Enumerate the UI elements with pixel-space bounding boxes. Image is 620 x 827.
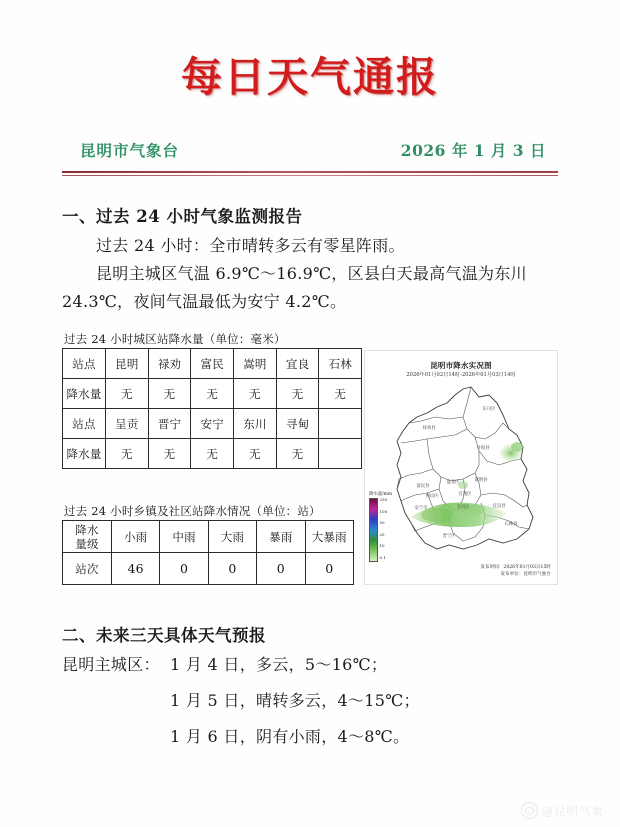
station-cell: 安宁	[191, 409, 234, 439]
station-cell: 禄劝	[148, 349, 191, 379]
report-date: 2026 年 1 月 3 日	[400, 141, 546, 160]
legend-color-bar	[369, 498, 378, 562]
weibo-logo-icon	[521, 802, 538, 819]
precip-value-cell: 无	[191, 439, 234, 469]
map-credit	[480, 564, 551, 578]
precip-value-cell: 无	[148, 379, 191, 409]
station-cell: 石林	[319, 349, 362, 379]
county-label: 东川区	[482, 407, 496, 412]
station-cell: 寻甸	[276, 409, 319, 439]
station-cell: 昆明	[106, 349, 149, 379]
county-label: 官渡区	[458, 492, 472, 497]
weibo-watermark	[521, 802, 605, 819]
section1-paragraph-1: 过去 24 小时：全市晴转多云有零星阵雨。	[96, 236, 405, 255]
precip-value-cell: 无	[191, 379, 234, 409]
table-row	[63, 379, 362, 409]
table-row	[63, 349, 362, 379]
legend-tick: 10	[379, 543, 385, 549]
station-cell-empty	[319, 409, 362, 439]
township-precipitation-level-table	[62, 520, 354, 585]
level-cell: 大暴雨	[305, 521, 353, 553]
table-row	[63, 553, 354, 585]
count-cell: 0	[208, 553, 256, 585]
divider-line-top	[62, 171, 558, 173]
legend-tick: 250	[379, 497, 388, 502]
header-meta	[80, 139, 546, 161]
map-credit-unit: 发布单位：昆明市气象台	[500, 572, 551, 577]
station-cell: 富民	[191, 349, 234, 379]
county-label: 晋宁区	[442, 534, 456, 539]
county-label: 富民县	[416, 484, 430, 489]
forecast-lead-label: 昆明主城区：	[62, 655, 160, 674]
count-cell: 46	[112, 553, 160, 585]
legend-tick-labels	[380, 498, 388, 560]
legend-title: 降水量/mm	[369, 492, 392, 497]
divider-line-bottom	[62, 175, 558, 176]
level-cell: 小雨	[112, 521, 160, 553]
table-row	[63, 439, 362, 469]
row-label-station: 站点	[63, 349, 106, 379]
table2-caption: 过去 24 小时乡镇及社区站降水情况（单位：站）	[64, 504, 321, 518]
map-legend	[369, 491, 399, 562]
count-cell: 0	[257, 553, 305, 585]
county-label: 石林县	[504, 522, 518, 527]
section1-paragraph-2: 昆明主城区气温 6.9℃～16.9℃，区县白天最高气温为东川	[96, 264, 527, 283]
header-divider	[62, 171, 558, 176]
county-label: 寻甸县	[476, 446, 490, 451]
county-label: 宜良县	[492, 504, 506, 509]
county-label: 西山区	[425, 494, 439, 499]
station-cell: 东川	[234, 409, 277, 439]
precip-value-cell: 无	[234, 439, 277, 469]
precip-value-cell: 无	[319, 379, 362, 409]
station-cell: 嵩明	[234, 349, 277, 379]
station-cell: 呈贡	[106, 409, 149, 439]
precip-value-cell: 无	[106, 379, 149, 409]
county-label: 禄劝县	[422, 426, 436, 431]
precipitation-map-figure	[364, 350, 558, 585]
table1-caption: 过去 24 小时城区站降水量（单位：毫米）	[64, 332, 286, 346]
level-cell: 中雨	[160, 521, 208, 553]
precip-value-cell: 无	[106, 439, 149, 469]
forecast-line-day3: 1 月 6 日，阴有小雨，4～8℃。	[170, 727, 410, 746]
county-label: 呈贡区	[456, 505, 470, 510]
watermark-handle: @昆明气象	[541, 803, 604, 818]
city-station-precipitation-table	[62, 348, 362, 469]
county-label: 嵩明县	[474, 478, 488, 483]
legend-tick: 50	[379, 520, 385, 526]
map-subtitle: 2026年01月02日14时-2026年01月03日14时	[406, 372, 516, 378]
map-title: 昆明市降水实况图	[430, 361, 492, 370]
precip-value-cell-empty	[319, 439, 362, 469]
level-cell: 暴雨	[257, 521, 305, 553]
county-label: 安宁市	[414, 506, 428, 511]
row-label-precipitation: 降水量	[63, 379, 106, 409]
legend-tick: 25	[379, 531, 385, 537]
precip-value-cell: 无	[276, 379, 319, 409]
map-credit-time: 发布时间：2026年01月03日15时	[480, 565, 551, 570]
precip-value-cell: 无	[148, 439, 191, 469]
count-cell: 0	[305, 553, 353, 585]
precip-level-header-line1: 降水	[75, 522, 99, 537]
section1-heading: 一、过去 24 小时气象监测报告	[62, 207, 303, 226]
count-cell: 0	[160, 553, 208, 585]
county-label: 盘龙区	[446, 480, 460, 485]
row-label-precipitation: 降水量	[63, 439, 106, 469]
station-cell: 晋宁	[148, 409, 191, 439]
section2-heading: 二、未来三天具体天气预报	[62, 626, 266, 645]
level-cell: 大雨	[208, 521, 256, 553]
section1-paragraph-3: 24.3℃，夜间气温最低为安宁 4.2℃。	[62, 292, 347, 311]
station-cell: 宜良	[276, 349, 319, 379]
row-label-station-count: 站次	[63, 553, 112, 585]
row-label-station: 站点	[63, 409, 106, 439]
precip-value-cell: 无	[234, 379, 277, 409]
page-title: 每日天气通报	[181, 53, 439, 101]
legend-tick: 0.1	[379, 554, 386, 560]
precip-value-cell: 无	[276, 439, 319, 469]
table-row	[63, 409, 362, 439]
precip-level-header-line2: 量级	[75, 536, 99, 551]
table-row	[63, 521, 354, 553]
legend-tick: 100	[379, 508, 388, 514]
forecast-line-day2: 1 月 5 日，晴转多云，4～15℃；	[170, 691, 420, 710]
issuer-label: 昆明市气象台	[80, 141, 180, 160]
precip-level-header	[63, 521, 112, 553]
forecast-line-day1: 1 月 4 日，多云，5～16℃；	[170, 655, 388, 674]
